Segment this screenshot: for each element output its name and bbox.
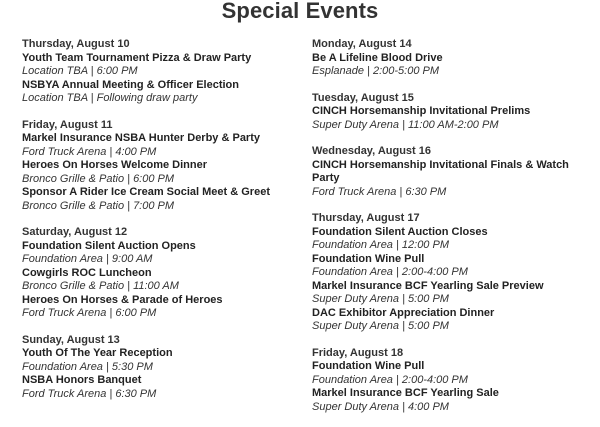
day-heading: Tuesday, August 15 xyxy=(312,91,414,104)
event-detail: Bronco Grille & Patio | 11:00 AM xyxy=(22,280,179,292)
event-name: Foundation Wine Pull xyxy=(312,252,425,265)
event-detail: Ford Truck Arena | 6:30 PM xyxy=(312,185,447,198)
event-name: CINCH Horsemanship Invitational Prelims xyxy=(312,105,531,117)
event-detail: Super Duty Arena | 11:00 AM-2:00 PM xyxy=(312,118,499,131)
event-detail: Foundation Area | 2:00-4:00 PM xyxy=(312,266,468,278)
day-heading: Thursday, August 17 xyxy=(312,212,420,224)
event-detail: Super Duty Arena | 5:00 PM xyxy=(312,320,449,332)
event-name: Be A Lifeline Blood Drive xyxy=(312,51,443,64)
day-block-tuesday-aug-15 xyxy=(312,92,592,133)
event-name: Markel Insurance BCF Yearling Sale Preview xyxy=(312,279,544,292)
event-name: Foundation Silent Auction Opens xyxy=(22,239,196,252)
event-name: Cowgirls ROC Luncheon xyxy=(22,266,152,279)
day-block-monday-aug-14 xyxy=(312,38,592,79)
day-heading: Monday, August 14 xyxy=(312,38,412,50)
left-column xyxy=(22,38,302,414)
event-name: Heroes On Horses & Parade of Heroes xyxy=(22,293,223,306)
event-detail: Super Duty Arena | 5:00 PM xyxy=(312,293,449,305)
event-name: Heroes On Horses Welcome Dinner xyxy=(22,159,208,171)
day-block-thursday-aug-10 xyxy=(22,38,302,106)
event-detail: Esplanade | 2:00-5:00 PM xyxy=(312,65,439,77)
event-name: Foundation Silent Auction Closes xyxy=(312,225,488,238)
event-name: Sponsor A Rider Ice Cream Social Meet & Greet xyxy=(22,186,270,198)
event-name: Markel Insurance NSBA Hunter Derby & Party xyxy=(22,132,260,144)
day-heading: Saturday, August 12 xyxy=(22,226,128,238)
event-detail: Super Duty Arena | 4:00 PM xyxy=(312,400,449,413)
event-name: NSBYA Annual Meeting & Officer Election xyxy=(22,78,239,91)
day-heading: Wednesday, August 16 xyxy=(312,145,431,157)
event-detail: Foundation Area | 5:30 PM xyxy=(22,360,153,373)
event-detail: Foundation Area | 12:00 PM xyxy=(312,239,449,251)
event-name: Youth Team Tournament Pizza & Draw Party xyxy=(22,51,252,64)
day-block-friday-aug-11 xyxy=(22,119,302,214)
event-name: Markel Insurance BCF Yearling Sale xyxy=(312,387,499,399)
day-block-saturday-aug-12 xyxy=(22,226,302,321)
day-block-sunday-aug-13 xyxy=(22,334,302,402)
day-block-thursday-aug-17 xyxy=(312,212,592,334)
event-detail: Location TBA | 6:00 PM xyxy=(22,65,138,77)
event-detail: Foundation Area | 2:00-4:00 PM xyxy=(312,373,468,386)
event-name: DAC Exhibitor Appreciation Dinner xyxy=(312,306,495,319)
day-heading: Friday, August 18 xyxy=(312,346,404,359)
day-heading: Thursday, August 10 xyxy=(22,38,130,50)
day-block-wednesday-aug-16 xyxy=(312,145,592,199)
event-detail: Bronco Grille & Patio | 7:00 PM xyxy=(22,199,175,212)
event-detail: Location TBA | Following draw party xyxy=(22,92,198,104)
day-block-friday-aug-18 xyxy=(312,347,592,415)
event-name: Foundation Wine Pull xyxy=(312,360,425,372)
event-detail: Ford Truck Arena | 6:00 PM xyxy=(22,307,157,319)
right-column xyxy=(312,38,592,427)
event-detail: Foundation Area | 9:00 AM xyxy=(22,253,153,265)
event-name: NSBA Honors Banquet xyxy=(22,374,142,386)
event-detail: Bronco Grille & Patio | 6:00 PM xyxy=(22,172,175,185)
event-detail: Ford Truck Arena | 6:30 PM xyxy=(22,387,157,400)
event-detail: Ford Truck Arena | 4:00 PM xyxy=(22,145,157,158)
page-title: Special Events xyxy=(221,0,379,23)
event-name: CINCH Horsemanship Invitational Finals & Watch Party xyxy=(312,158,569,184)
day-heading: Friday, August 11 xyxy=(22,118,113,131)
event-name: Youth Of The Year Reception xyxy=(22,347,173,359)
day-heading: Sunday, August 13 xyxy=(22,333,120,346)
